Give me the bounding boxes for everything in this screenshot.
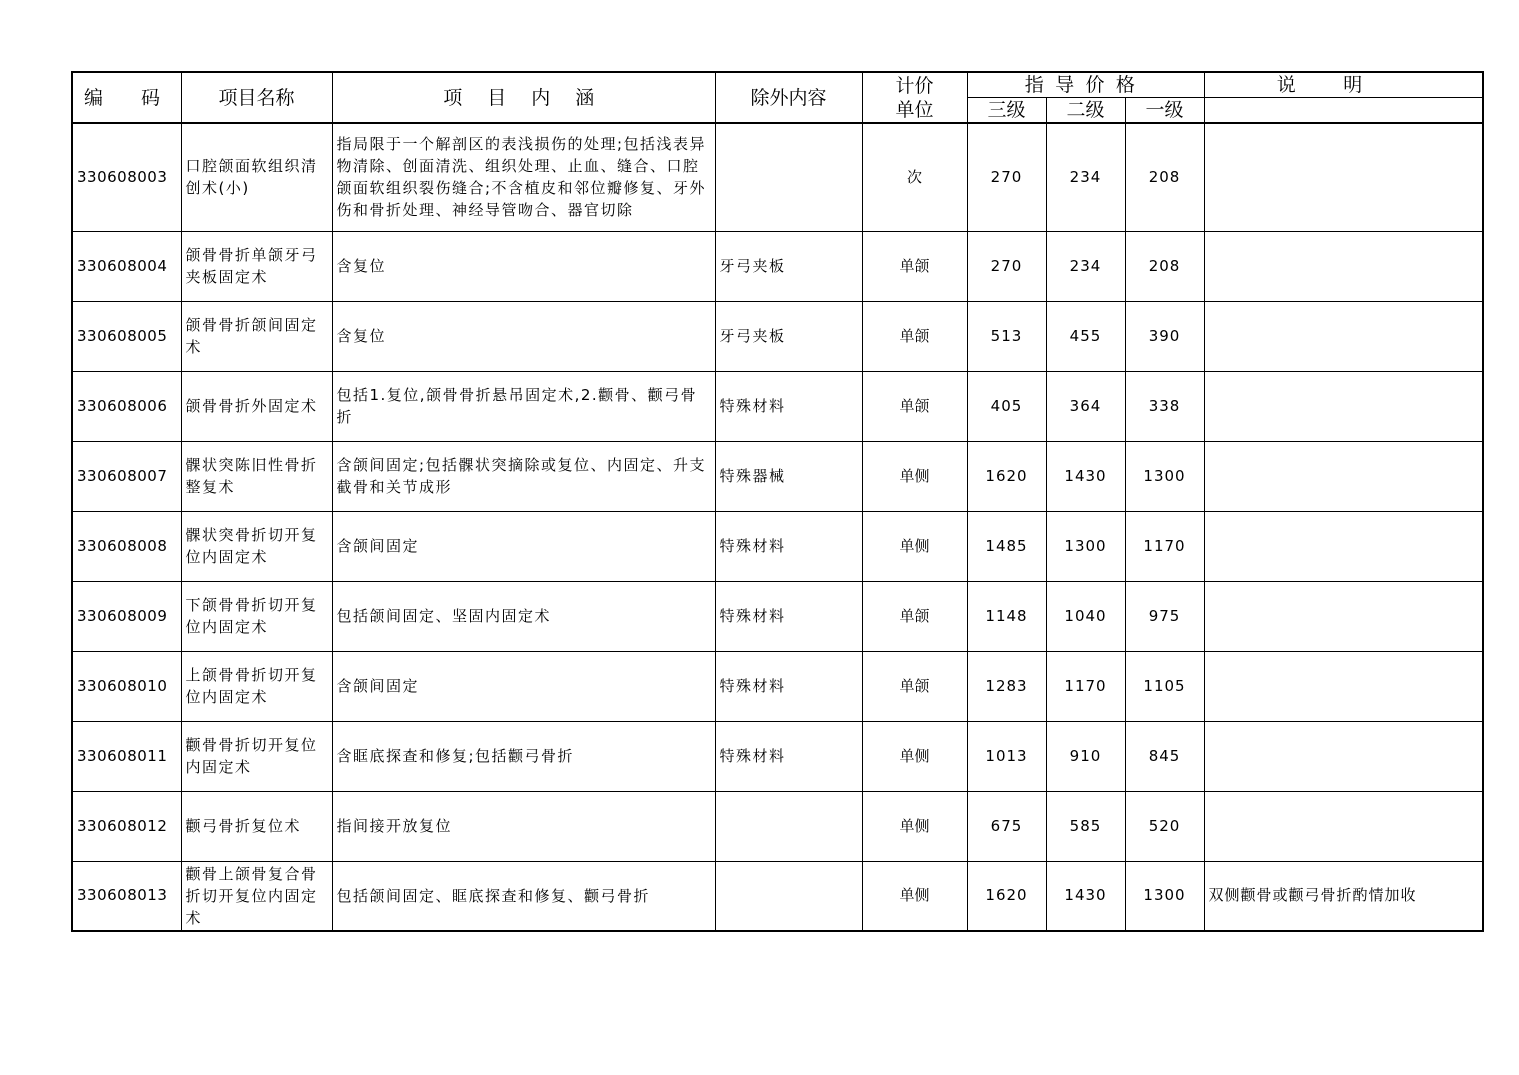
- cell-code: 330608012: [72, 791, 181, 861]
- cell-price-level1: 390: [1125, 301, 1204, 371]
- table-row: [72, 791, 1483, 861]
- cell-exclusion: [715, 791, 862, 861]
- cell-price-level2: 1430: [1046, 441, 1125, 511]
- cell-price-level1: 1300: [1125, 441, 1204, 511]
- cell-price-level2: 1040: [1046, 581, 1125, 651]
- cell-exclusion: 特殊材料: [715, 371, 862, 441]
- cell-unit: 单侧: [862, 441, 967, 511]
- cell-price-level2: 910: [1046, 721, 1125, 791]
- cell-content: 指局限于一个解剖区的表浅损伤的处理;包括浅表异物清除、创面清洗、组织处理、止血、缝合、口腔颌面软组织裂伤缝合;不含植皮和邻位瓣修复、牙外伤和骨折处理、神经导管吻合、器官切除: [332, 123, 715, 231]
- cell-unit: 单颌: [862, 301, 967, 371]
- table-row: [72, 651, 1483, 721]
- cell-code: 330608011: [72, 721, 181, 791]
- cell-price-level3: 1148: [967, 581, 1046, 651]
- cell-unit: 单颌: [862, 371, 967, 441]
- cell-price-level2: 234: [1046, 123, 1125, 231]
- cell-note: 双侧颧骨或颧弓骨折酌情加收: [1204, 861, 1483, 931]
- cell-exclusion: 特殊材料: [715, 581, 862, 651]
- cell-unit: 单侧: [862, 861, 967, 931]
- cell-price-level2: 455: [1046, 301, 1125, 371]
- header-name: 项目名称: [181, 72, 332, 123]
- cell-note: [1204, 511, 1483, 581]
- cell-name: 颧骨上颌骨复合骨折切开复位内固定术: [181, 861, 332, 931]
- cell-note: [1204, 371, 1483, 441]
- cell-price-level2: 1300: [1046, 511, 1125, 581]
- table-row: [72, 861, 1483, 931]
- cell-price-level1: 1170: [1125, 511, 1204, 581]
- cell-price-level2: 364: [1046, 371, 1125, 441]
- cell-price-level3: 270: [967, 231, 1046, 301]
- header-note: 说明: [1204, 72, 1483, 97]
- cell-price-level3: 513: [967, 301, 1046, 371]
- table-row: [72, 123, 1483, 231]
- cell-content: 含颌间固定: [332, 511, 715, 581]
- table-body: [72, 123, 1483, 931]
- header-level3: 三级: [967, 97, 1046, 123]
- header-exclusion: 除外内容: [715, 72, 862, 123]
- cell-code: 330608006: [72, 371, 181, 441]
- cell-price-level3: 405: [967, 371, 1046, 441]
- cell-content: 包括颌间固定、眶底探查和修复、颧弓骨折: [332, 861, 715, 931]
- cell-name: 颌骨骨折外固定术: [181, 371, 332, 441]
- cell-price-level1: 1105: [1125, 651, 1204, 721]
- cell-note: [1204, 301, 1483, 371]
- cell-content: 含复位: [332, 301, 715, 371]
- cell-note: [1204, 123, 1483, 231]
- cell-price-level3: 675: [967, 791, 1046, 861]
- table-row: [72, 441, 1483, 511]
- cell-code: 330608013: [72, 861, 181, 931]
- cell-price-level3: 1283: [967, 651, 1046, 721]
- cell-price-level3: 270: [967, 123, 1046, 231]
- cell-content: 包括颌间固定、坚固内固定术: [332, 581, 715, 651]
- table-row: [72, 231, 1483, 301]
- cell-name: 口腔颌面软组织清创术(小): [181, 123, 332, 231]
- cell-note: [1204, 791, 1483, 861]
- header-guide-price: 指导价格: [967, 72, 1204, 97]
- header-code: 编 码: [72, 72, 181, 123]
- cell-code: 330608005: [72, 301, 181, 371]
- cell-code: 330608004: [72, 231, 181, 301]
- cell-exclusion: 牙弓夹板: [715, 231, 862, 301]
- table-header: [72, 72, 1483, 123]
- cell-name: 颧骨骨折切开复位内固定术: [181, 721, 332, 791]
- cell-code: 330608008: [72, 511, 181, 581]
- header-unit: [862, 72, 967, 123]
- cell-name: 髁状突陈旧性骨折整复术: [181, 441, 332, 511]
- cell-price-level1: 208: [1125, 231, 1204, 301]
- cell-price-level1: 520: [1125, 791, 1204, 861]
- cell-content: 含眶底探查和修复;包括颧弓骨折: [332, 721, 715, 791]
- cell-price-level2: 1170: [1046, 651, 1125, 721]
- cell-unit: 次: [862, 123, 967, 231]
- cell-note: [1204, 581, 1483, 651]
- cell-note: [1204, 721, 1483, 791]
- cell-price-level2: 585: [1046, 791, 1125, 861]
- cell-note: [1204, 651, 1483, 721]
- cell-exclusion: 牙弓夹板: [715, 301, 862, 371]
- cell-code: 330608010: [72, 651, 181, 721]
- cell-price-level1: 975: [1125, 581, 1204, 651]
- table-row: [72, 721, 1483, 791]
- cell-unit: 单颌: [862, 581, 967, 651]
- header-note-sub: [1204, 97, 1483, 123]
- cell-name: 下颌骨骨折切开复位内固定术: [181, 581, 332, 651]
- cell-name: 颧弓骨折复位术: [181, 791, 332, 861]
- cell-price-level2: 234: [1046, 231, 1125, 301]
- cell-unit: 单颌: [862, 231, 967, 301]
- cell-note: [1204, 441, 1483, 511]
- cell-unit: 单颌: [862, 651, 967, 721]
- table-row: [72, 511, 1483, 581]
- cell-exclusion: [715, 861, 862, 931]
- cell-exclusion: 特殊材料: [715, 651, 862, 721]
- cell-content: 包括1.复位,颌骨骨折悬吊固定术,2.颧骨、颧弓骨折: [332, 371, 715, 441]
- cell-name: 髁状突骨折切开复位内固定术: [181, 511, 332, 581]
- cell-name: 颌骨骨折颌间固定术: [181, 301, 332, 371]
- cell-name: 上颌骨骨折切开复位内固定术: [181, 651, 332, 721]
- cell-exclusion: 特殊材料: [715, 511, 862, 581]
- cell-name: 颌骨骨折单颌牙弓夹板固定术: [181, 231, 332, 301]
- price-table: [71, 71, 1484, 932]
- cell-price-level1: 1300: [1125, 861, 1204, 931]
- cell-unit: 单侧: [862, 721, 967, 791]
- table-row: [72, 581, 1483, 651]
- cell-content: 含颌间固定: [332, 651, 715, 721]
- header-level1: 一级: [1125, 97, 1204, 123]
- cell-exclusion: 特殊材料: [715, 721, 862, 791]
- cell-price-level1: 845: [1125, 721, 1204, 791]
- cell-exclusion: [715, 123, 862, 231]
- cell-code: 330608003: [72, 123, 181, 231]
- cell-price-level3: 1013: [967, 721, 1046, 791]
- cell-content: 含复位: [332, 231, 715, 301]
- cell-exclusion: 特殊器械: [715, 441, 862, 511]
- cell-unit: 单侧: [862, 791, 967, 861]
- table-row: [72, 301, 1483, 371]
- cell-content: 指间接开放复位: [332, 791, 715, 861]
- header-unit-text: 计价单位: [895, 74, 934, 121]
- cell-unit: 单侧: [862, 511, 967, 581]
- cell-price-level1: 338: [1125, 371, 1204, 441]
- header-level2: 二级: [1046, 97, 1125, 123]
- cell-code: 330608007: [72, 441, 181, 511]
- cell-price-level3: 1620: [967, 861, 1046, 931]
- cell-price-level1: 208: [1125, 123, 1204, 231]
- cell-content: 含颌间固定;包括髁状突摘除或复位、内固定、升支截骨和关节成形: [332, 441, 715, 511]
- cell-price-level2: 1430: [1046, 861, 1125, 931]
- cell-price-level3: 1485: [967, 511, 1046, 581]
- cell-price-level3: 1620: [967, 441, 1046, 511]
- cell-note: [1204, 231, 1483, 301]
- table-row: [72, 371, 1483, 441]
- cell-code: 330608009: [72, 581, 181, 651]
- header-content: 项 目 内 涵: [332, 72, 715, 123]
